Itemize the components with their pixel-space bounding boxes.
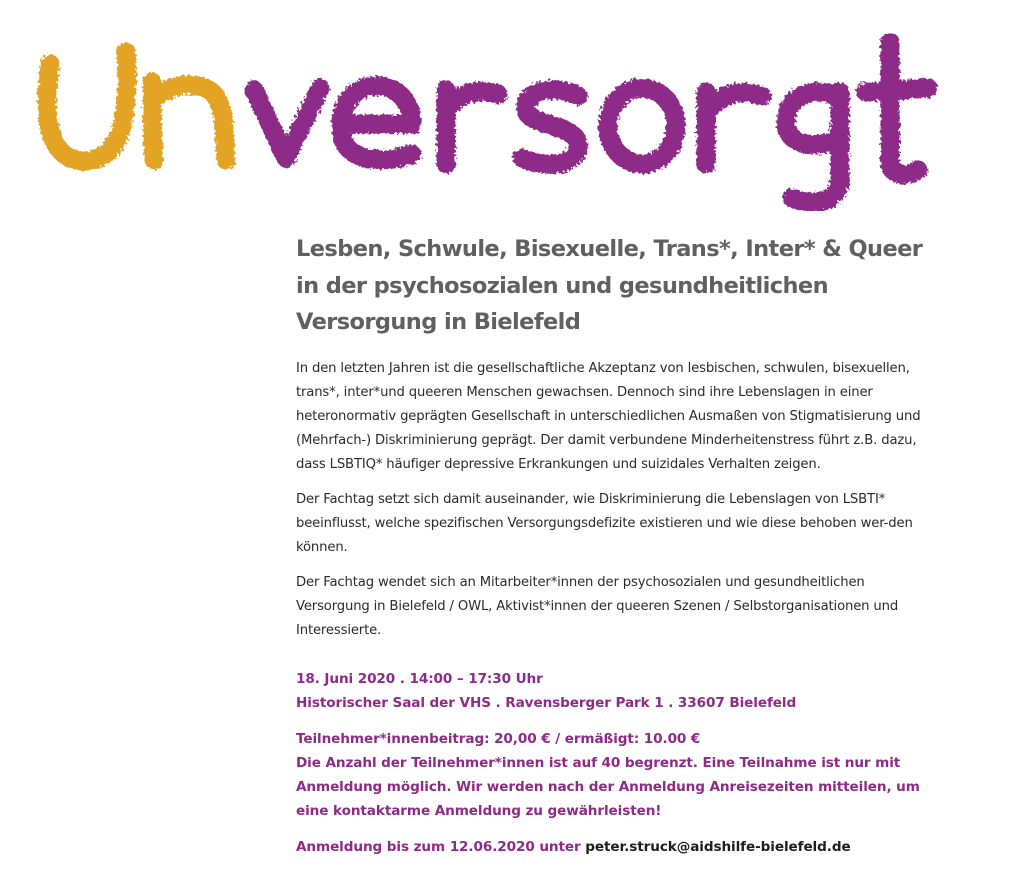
audience-paragraph: Der Fachtag wendet sich an Mitarbeiter*innen der psychosozialen und gesundheitlichen Versorgung in Bielefeld / OWL, Aktivist*innen der queeren Szenen / Selbstorganisationen und Interessierte. [296,574,899,638]
logo-wordmark [28,12,948,217]
event-notice: Die Anzahl der Teilnehmer*innen ist auf 40 begrenzt. Eine Teilnahme ist nur mit Anmeldung möglich. Wir werden nach der Anmeldung Anreisezeiten mitteilen, um eine kontaktarme Anmeldung zu gewährleisten! [296,754,920,819]
event-fee: Teilnehmer*innenbeitrag: 20,00 € / ermäßigt: 10.00 € [296,730,701,747]
registration-email[interactable]: peter.struck@aidshilfe-bielefeld.de [585,838,851,855]
logo-versorgt [254,42,928,203]
registration-line [296,835,936,859]
topic-paragraph: Der Fachtag setzt sich damit auseinander, wie Diskriminierung die Lebenslagen von LSBTI* beeinflusst, welche spezifischen Versorgungsdefizite existieren und wie diese behoben wer-den können. [296,491,913,555]
event-date-time: 18. Juni 2020 . 14:00 – 17:30 Uhr [296,670,543,687]
registration-prefix: Anmeldung bis zum 12.06.2020 unter [296,838,581,855]
intro-paragraph: In den letzten Jahren ist die gesellschaftliche Akzeptanz von lesbischen, schwulen, bisexuellen, trans*, inter*und queeren Menschen gewachsen. Dennoch sind ihre Lebenslagen in einer heteronormativ geprägten Gesellschaft in unterschiedlichen Ausmaßen von Stigmatisierung und (Mehrfach-) Diskriminierung geprägt. Der damit verbundene Minderheitenstress führt z.B. dazu, dass LSBTIQ* häufiger depressive Erkrankungen und suizidales Verhalten zeigen. [296,360,921,472]
event-location: Historischer Saal der VHS . Ravensberger Park 1 . 33607 Bielefeld [296,694,797,711]
logo-un [47,52,226,161]
headline: Lesben, Schwule, Bisexuelle, Trans*, Inter* & Queer in der psychosozialen und gesundheitlichen Versorgung in Bielefeld [296,236,923,335]
logo-unversorgt [28,12,948,217]
event-details [296,667,936,859]
flyer-content [296,231,936,859]
